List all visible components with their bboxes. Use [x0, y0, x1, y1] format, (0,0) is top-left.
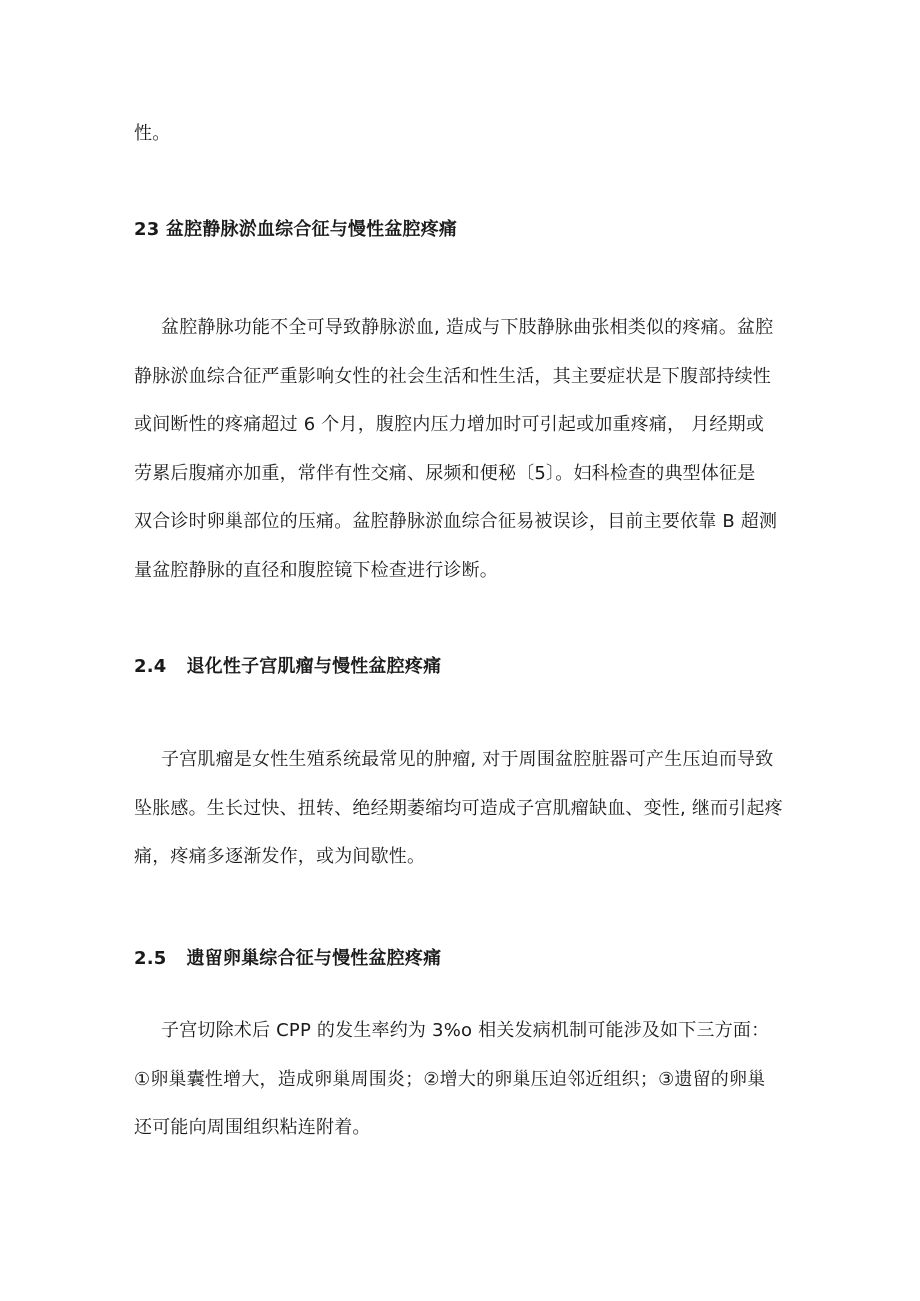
paragraph-line: 盆腔静脉功能不全可导致静脉淤血, 造成与下肢静脉曲张相类似的疼痛。盆腔 — [161, 317, 774, 338]
section-heading — [134, 652, 794, 682]
section-title: 盆腔静脉淤血综合征与慢性盆腔疼痛 — [165, 219, 458, 240]
section-paragraph — [134, 304, 794, 595]
paragraph-line: 还可能向周围组织粘连附着。 — [134, 1117, 371, 1138]
paragraph-line: 劳累后腹痛亦加重，常伴有性交痛、尿频和便秘〔5〕。妇科检查的典型体征是 — [134, 462, 756, 484]
paragraph-line: 静脉淤血综合征严重影响女性的社会生活和性生活，其主要症状是下腹部持续性 — [134, 365, 771, 387]
section-paragraph — [134, 736, 794, 882]
paragraph-line: 痛，疼痛多逐渐发作，或为间歇性。 — [134, 846, 426, 867]
section-number: 23 — [134, 219, 160, 240]
section-title: 遗留卵巢综合征与慢性盆腔疼痛 — [186, 948, 442, 969]
section-heading — [134, 944, 794, 974]
paragraph-line: 或间断性的疼痛超过 6 个月，腹腔内压力增加时可引起或加重疼痛， 月经期或 — [134, 414, 765, 435]
text-fragment: 性。 — [134, 123, 171, 144]
section-paragraph — [134, 1007, 794, 1153]
section-number: 2.5 — [134, 948, 167, 969]
section-heading — [134, 215, 794, 245]
paragraph-line: 坠胀感。生长过快、扭转、绝经期萎缩均可造成子宫肌瘤缺血、变性, 继而引起疼 — [134, 797, 783, 819]
paragraph-line: 量盆腔静脉的直径和腹腔镜下检查进行诊断。 — [134, 559, 498, 581]
section-title: 退化性子宫肌瘤与慢性盆腔疼痛 — [186, 656, 442, 677]
section-number: 2.4 — [134, 656, 167, 677]
paragraph-line: 子宫切除术后 CPP 的发生率约为 3%o 相关发病机制可能涉及如下三方面： — [161, 1020, 770, 1041]
paragraph-line: ①卵巢囊性增大，造成卵巢周围炎；②增大的卵巢压迫邻近组织；③遗留的卵巢 — [134, 1068, 766, 1090]
paragraph-line: 子宫肌瘤是女性生殖系统最常见的肿瘤, 对于周围盆腔脏器可产生压迫而导致 — [161, 749, 774, 770]
paragraph-line: 双合诊时卵巢部位的压痛。盆腔静脉淤血综合征易被误诊，目前主要依靠 B 超测 — [134, 511, 778, 532]
